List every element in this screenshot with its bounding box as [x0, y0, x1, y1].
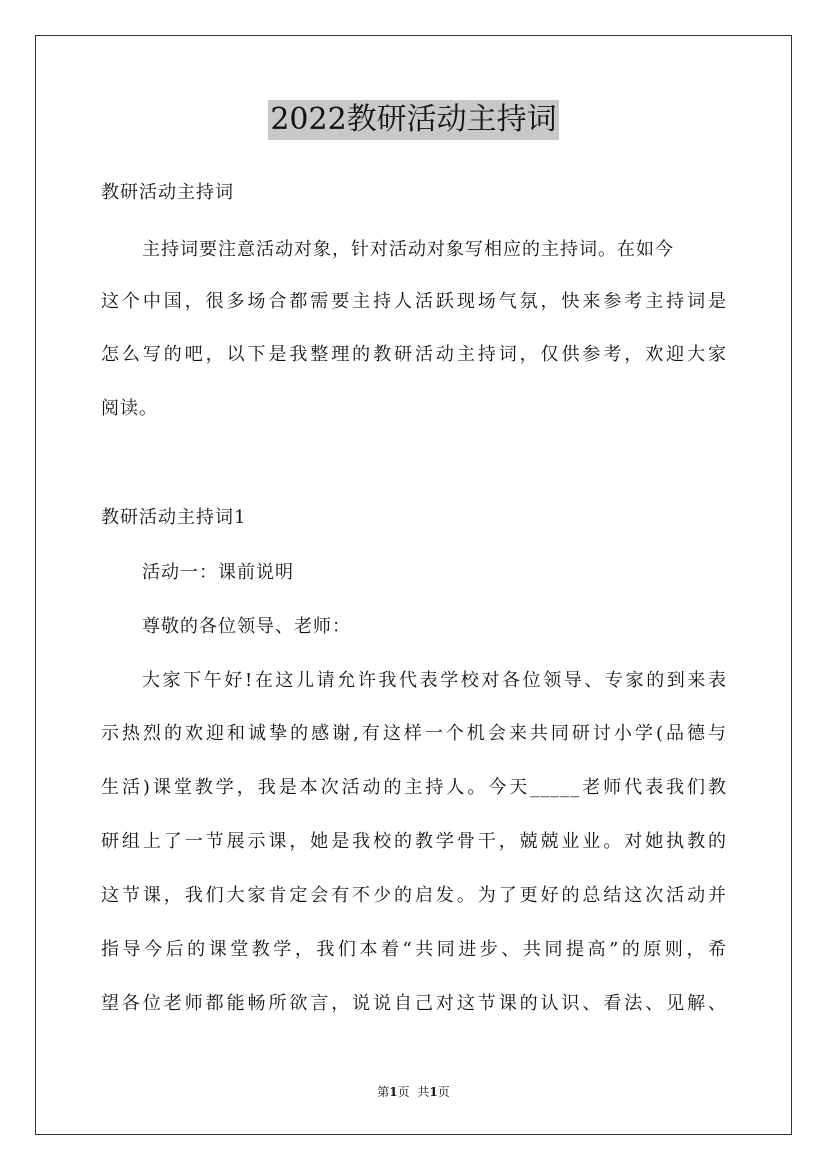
page-footer — [0, 1084, 827, 1100]
footer-page-number: 1 — [389, 1085, 398, 1099]
paragraph-line: 这个中国，很多场合都需要主持人活跃现场气氛，快来参考主持词是 — [101, 291, 727, 312]
paragraph-line: 研组上了一节展示课，她是我校的教学骨干，兢兢业业。对她执教的 — [101, 831, 727, 852]
footer-total-suffix: 页 — [437, 1085, 450, 1099]
paragraph-line: 指导今后的课堂教学，我们本着“共同进步、共同提高”的原则，希 — [101, 939, 727, 960]
paragraph-line: 怎么写的吧，以下是我整理的教研活动主持词，仅供参考，欢迎大家 — [101, 344, 727, 365]
paragraph-line: 望各位老师都能畅所欲言，说说自己对这节课的认识、看法、见解、 — [101, 993, 727, 1014]
paragraph-line: 生活)课堂教学，我是本次活动的主持人。今天_____老师代表我们教 — [101, 777, 727, 798]
section-heading: 教研活动主持词1 — [101, 507, 247, 528]
paragraph-line: 这节课，我们大家肯定会有不少的启发。为了更好的总结这次活动并 — [101, 885, 727, 906]
document-title: 2022教研活动主持词 — [268, 100, 558, 140]
paragraph-line: 示热烈的欢迎和诚挚的感谢,有这样一个机会来共同研讨小学(品德与 — [101, 723, 727, 744]
footer-page-prefix: 第 — [377, 1085, 390, 1099]
footer-total-prefix: 共 — [417, 1085, 430, 1099]
section-heading: 教研活动主持词 — [101, 182, 234, 203]
paragraph-line: 主持词要注意活动对象，针对活动对象写相应的主持词。在如今 — [142, 239, 674, 260]
paragraph-line: 阅读。 — [101, 398, 158, 419]
footer-page-suffix: 页 — [397, 1085, 410, 1099]
paragraph-line: 尊敬的各位领导、老师： — [142, 616, 351, 637]
footer-total-number: 1 — [429, 1085, 438, 1099]
paragraph-line: 大家下午好!在这儿请允许我代表学校对各位领导、专家的到来表 — [142, 670, 727, 691]
paragraph-line: 活动一：课前说明 — [142, 562, 294, 583]
title-block — [0, 100, 827, 140]
